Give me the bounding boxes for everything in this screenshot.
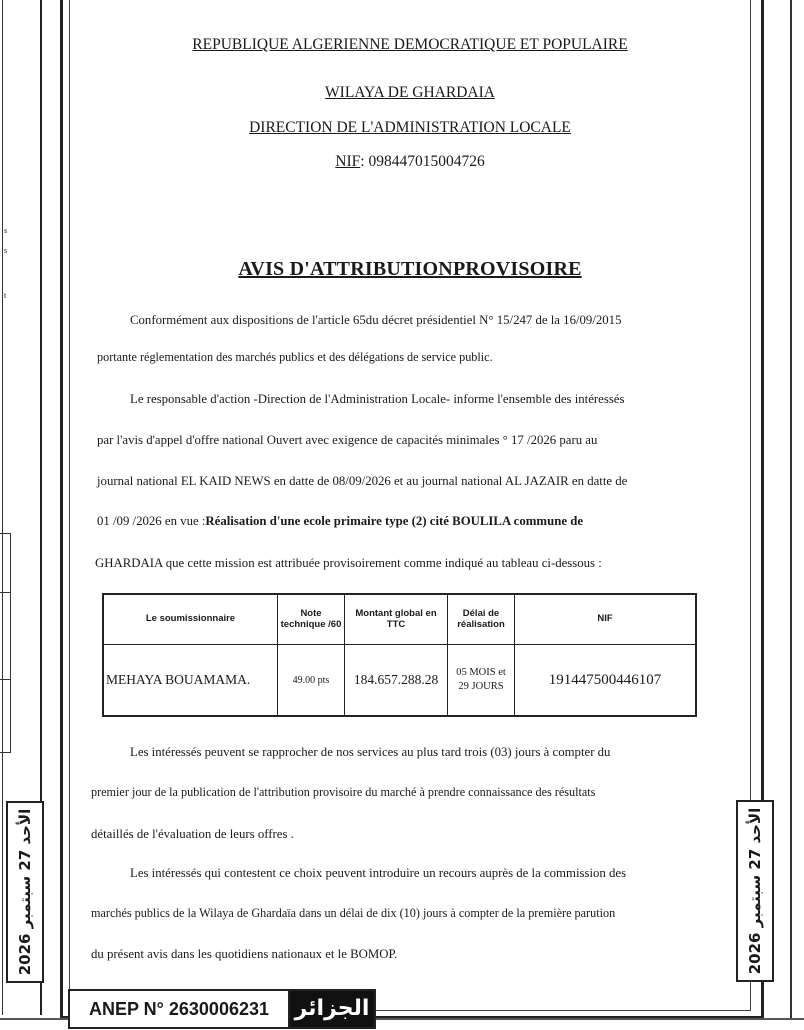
project-name: Réalisation d'une ecole primaire type (2) cité BOULILA commune de — [205, 514, 583, 528]
newspaper-logo: الجزائر — [288, 989, 376, 1029]
left-edge-line — [2, 0, 3, 1015]
left-column-fragment: s — [4, 246, 8, 255]
side-date-box-left — [6, 801, 44, 983]
left-column-fragment: t — [4, 291, 7, 300]
table-cell-montant: 184.657.288.28 — [345, 645, 448, 716]
delai-days: 29 JOURS — [458, 681, 504, 692]
paragraph-line: Conformément aux dispositions de l'article 65du décret présidentiel N° 15/247 de la 16/09/2015 — [130, 313, 622, 327]
republic-heading: REPUBLIQUE ALGERIENNE DEMOCRATIQUE ET POPULAIRE — [192, 36, 628, 53]
paragraph-line: journal national EL KAID NEWS en datte de 08/09/2026 et au journal national AL JAZAIR en datte de — [97, 474, 628, 488]
nif-line — [70, 153, 750, 171]
table-header-row — [104, 595, 696, 645]
notice-inner-frame — [69, 0, 751, 1011]
paragraph-line: détaillés de l'évaluation de leurs offres . — [91, 827, 294, 841]
left-column-box — [0, 533, 11, 753]
table-row — [104, 645, 696, 716]
table-cell-nif: 191447500446107 — [515, 645, 696, 716]
table-header-cell: NIF — [515, 595, 696, 645]
paragraph-line: du présent avis dans les quotidiens nationaux et le BOMOP. — [91, 947, 398, 961]
wilaya-heading: WILAYA DE GHARDAIA — [325, 84, 495, 101]
paragraph-line: Les intéressés peuvent se rapprocher de nos services au plus tard trois (03) jours à compter du — [130, 745, 611, 759]
left-column-fragment: s — [4, 226, 8, 235]
paragraph-segment: 01 /09 /2026 en vue : — [97, 514, 206, 528]
direction-heading: DIRECTION DE L'ADMINISTRATION LOCALE — [249, 119, 571, 136]
paragraph-line: Le responsable d'action -Direction de l'Administration Locale- informe l'ensemble des intéressés — [130, 392, 625, 406]
paragraph-line: premier jour de la publication de l'attribution provisoire du marché à prendre connaissance des résultats — [91, 785, 596, 799]
table-cell-delai — [448, 645, 515, 716]
paragraph-line: Les intéressés qui contestent ce choix peuvent introduire un recours auprès de la commission des — [130, 866, 627, 880]
table-header-cell: Note technique /60 — [278, 595, 345, 645]
paragraph-line: GHARDAIA que cette mission est attribuée provisoirement comme indiqué au tableau ci-dessous : — [95, 556, 602, 570]
right-edge-line — [790, 0, 792, 1020]
notice-title: AVIS D'ATTRIBUTIONPROVISOIRE — [238, 258, 582, 280]
table-header-cell: Montant global en TTC — [345, 595, 448, 645]
delai-months: 05 MOIS et — [456, 666, 506, 678]
table-header-cell: Délai de réalisation — [448, 595, 515, 645]
paragraph-line — [97, 513, 712, 530]
table-cell-soumissionnaire: MEHAYA BOUAMAMA. — [104, 645, 278, 716]
paragraph-line: portante réglementation des marchés publics et des délégations de service public. — [97, 350, 493, 364]
table-cell-note: 49.00 pts — [278, 645, 345, 716]
anep-reference: ANEP N° 2630006231 — [68, 989, 290, 1029]
side-date-box-right — [736, 800, 774, 982]
nif-value: : 098447015004726 — [360, 153, 485, 170]
side-date-text: الأحد 27 سبتمبر 2026 — [16, 808, 34, 976]
side-date-text: الأحد 27 سبتمبر 2026 — [746, 807, 764, 975]
nif-label: NIF — [335, 153, 361, 170]
paragraph-line: par l'avis d'appel d'offre national Ouvert avec exigence de capacités minimales ° 17 /2026 paru au — [97, 433, 598, 447]
attribution-table — [102, 593, 697, 717]
table-header-cell: Le soumissionnaire — [104, 595, 278, 645]
paragraph-line: marchés publics de la Wilaya de Ghardaïa dans un délai de dix (10) jours à compter de la première parution — [91, 906, 616, 920]
